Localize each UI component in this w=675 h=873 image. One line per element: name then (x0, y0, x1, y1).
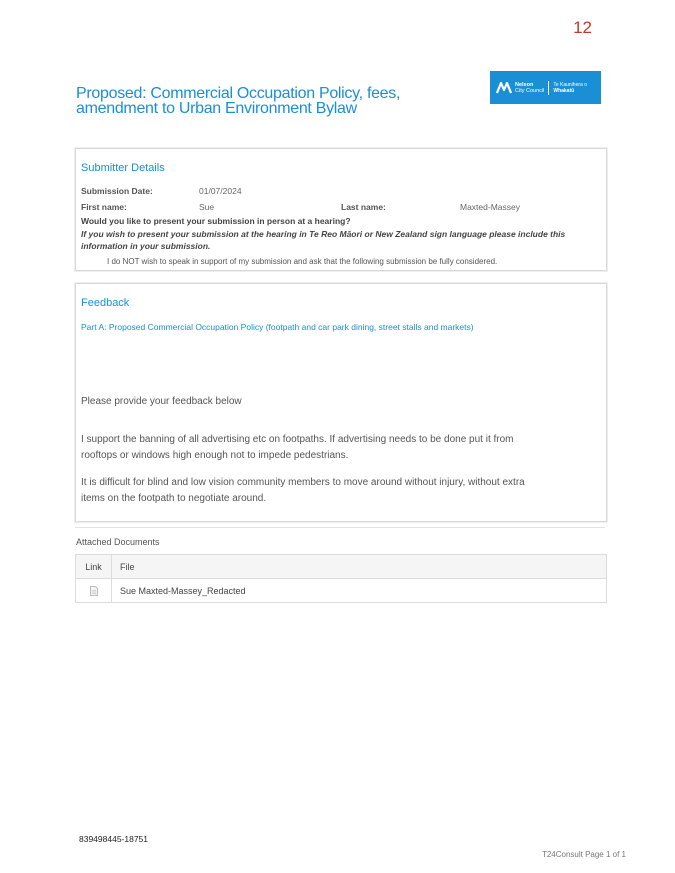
feedback-paragraph-1: I support the banning of all advertising etc on footpaths. If advertising needs to be done put it from rooftops or windows high enough not to impede pedestrians. (81, 434, 514, 461)
attached-documents-heading: Attached Documents (76, 537, 160, 547)
document-id: 839498445-18751 (79, 834, 149, 844)
last-name-label: Last name: (341, 202, 386, 212)
feedback-heading: Feedback (81, 297, 130, 309)
submission-date-value: 01/07/2024 (199, 186, 242, 196)
page-title: Proposed: Commercial Occupation Policy, fees, amendment to Urban Environment Bylaw (76, 85, 401, 117)
nelson-logo-icon (496, 82, 512, 94)
feedback-paragraph-2: It is difficult for blind and low vision community members to move around without injury, without extra items on the footpath to negotiate around. (81, 477, 525, 504)
page-info: T24Consult Page 1 of 1 (541, 850, 626, 859)
document-icon[interactable] (90, 586, 98, 596)
section-divider (75, 527, 605, 528)
logo-maori-name: Te Kaunihera o Whakatū (553, 81, 587, 94)
submission-date-label: Submission Date: (81, 186, 153, 196)
feedback-prompt: Please provide your feedback below (81, 396, 242, 407)
hearing-answer: I do NOT wish to speak in support of my submission and ask that the following submission be fully considered. (107, 257, 498, 266)
feedback-panel (75, 283, 607, 522)
first-name-value: Sue (199, 202, 215, 212)
column-header-file: File (120, 561, 135, 572)
table-row (76, 579, 606, 602)
hearing-note: If you wish to present your submission at the hearing in Te Reo Māori or New Zealand sign language please include this information in your submission. (81, 229, 566, 251)
column-header-link: Link (76, 555, 112, 578)
link-cell[interactable] (76, 579, 112, 602)
logo-name: Nelson City Council (515, 81, 545, 94)
submitter-heading: Submitter Details (81, 162, 165, 174)
council-logo (490, 71, 601, 104)
logo-divider (548, 81, 549, 95)
page-number: 12 (573, 18, 592, 37)
attachments-table (75, 554, 607, 603)
submitter-details-panel (75, 148, 607, 271)
attachment-file-name[interactable]: Sue Maxted-Massey_Redacted (120, 585, 246, 596)
hearing-question: Would you like to present your submission in person at a hearing? (81, 216, 351, 226)
first-name-label: First name: (81, 202, 127, 212)
table-header-row (76, 555, 606, 579)
last-name-value: Maxted-Massey (460, 202, 520, 212)
part-a-heading: Part A: Proposed Commercial Occupation Policy (footpath and car park dining, street stalls and markets) (81, 322, 474, 332)
